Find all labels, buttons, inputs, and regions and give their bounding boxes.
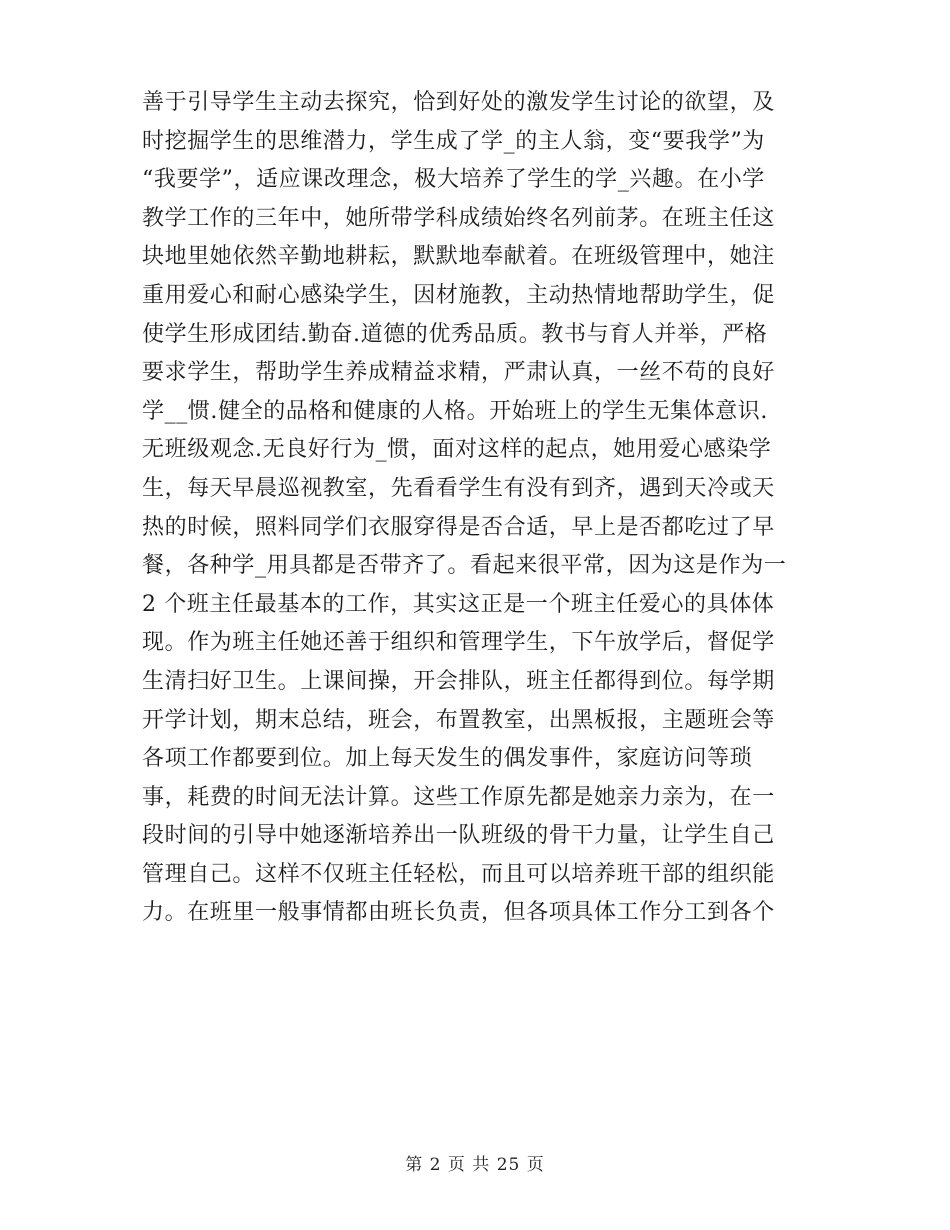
footer-prefix: 第 — [405, 1155, 424, 1175]
text-line: 2 个班主任最基本的工作，其实这正是一个班主任爱心的具体体 — [142, 591, 775, 617]
text-line: 各项工作都要到位。加上每天发生的偶发事件，家庭访问等琐 — [142, 746, 753, 772]
footer-middle: 页 共 — [447, 1155, 491, 1175]
text-line: 使学生形成团结.勤奋.道德的优秀品质。教书与育人并举，严格 — [142, 321, 768, 347]
text-line: 管理自己。这样不仅班主任轻松，而且可以培养班干部的组织能 — [142, 861, 775, 887]
text-line: 块地里她依然辛勤地耕耘，默默地奉献着。在班级管理中，她注 — [142, 244, 775, 270]
text-line: 教学工作的三年中，她所带学科成绩始终名列前茅。在班主任这 — [142, 205, 775, 231]
text-line: 时挖掘学生的思维潜力，学生成了学_的主人翁，变“要我学”为 — [142, 128, 765, 154]
text-line: 热的时候，照料同学们衣服穿得是否合适，早上是否都吃过了早 — [142, 514, 775, 540]
text-line: 开学计划，期末总结，班会，布置教室，出黑板报，主题班会等 — [142, 707, 775, 733]
footer-suffix: 页 — [526, 1155, 545, 1175]
text-line: 无班级观念.无良好行为_惯，面对这样的起点，她用爱心感染学 — [142, 437, 772, 463]
text-line: 重用爱心和耐心感染学生，因材施教，主动热情地帮助学生，促 — [142, 282, 775, 308]
text-line: 段时间的引导中她逐渐培养出一队班级的骨干力量，让学生自己 — [142, 823, 775, 849]
text-line: 餐，各种学_用具都是否带齐了。看起来很平常，因为这是作为一 — [142, 553, 787, 579]
text-line: “我要学”，适应课改理念，极大培养了学生的学_兴趣。在小学 — [142, 167, 765, 193]
text-line: 善于引导学生主动去探究，恰到好处的激发学生讨论的欲望，及 — [142, 90, 775, 115]
text-line: 力。在班里一般事情都由班长负责，但各项具体工作分工到各个 — [142, 900, 775, 926]
text-line: 事，耗费的时间无法计算。这些工作原先都是她亲力亲为，在一 — [142, 784, 775, 810]
text-line: 生清扫好卫生。上课间操，开会排队，班主任都得到位。每学期 — [142, 668, 775, 694]
total-page-count: 25 — [496, 1155, 521, 1175]
document-body — [142, 84, 812, 933]
current-page-number: 2 — [429, 1155, 442, 1175]
page-footer — [0, 1150, 950, 1175]
text-line: 要求学生，帮助学生养成精益求精，严肃认真，一丝不苟的良好 — [142, 360, 775, 386]
text-line: 生，每天早晨巡视教室，先看看学生有没有到齐，遇到天冷或天 — [142, 475, 775, 501]
text-line: 现。作为班主任她还善于组织和管理学生，下午放学后，督促学 — [142, 630, 775, 656]
text-line: 学__惯.健全的品格和健康的人格。开始班上的学生无集体意识. — [142, 398, 768, 424]
